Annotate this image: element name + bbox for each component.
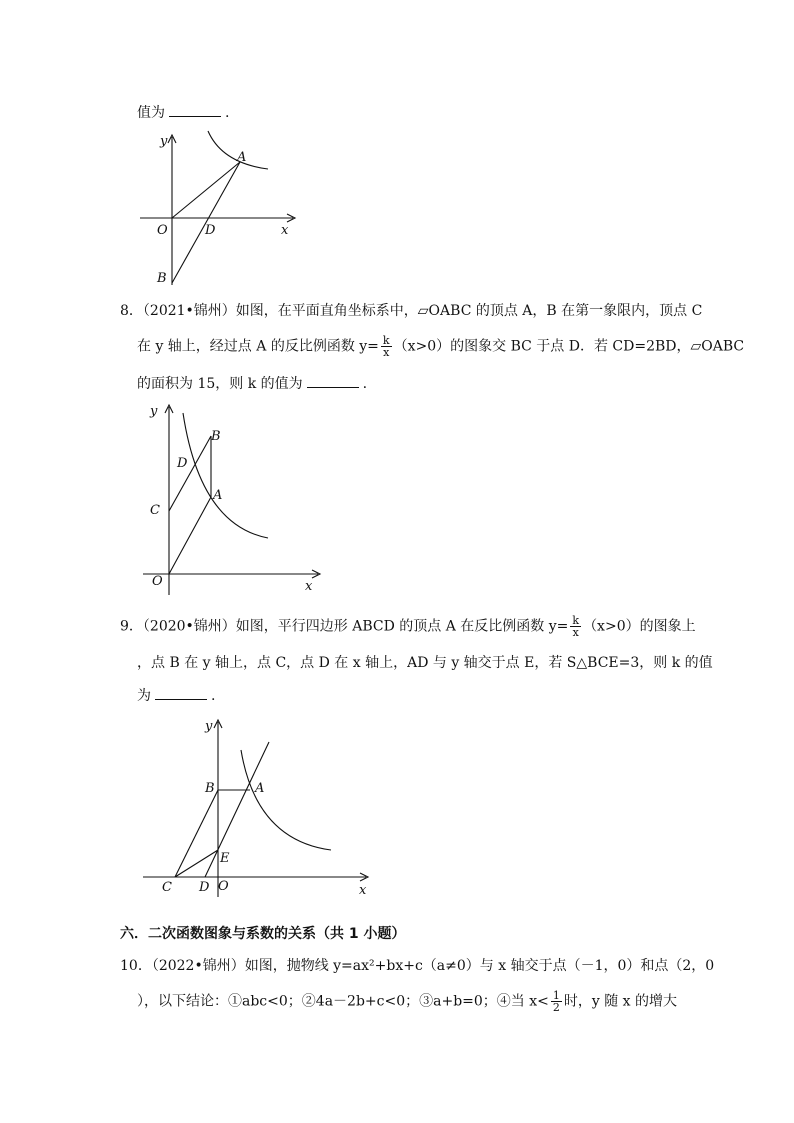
fig8-label-x: x — [305, 579, 313, 594]
q8-answer-blank — [307, 373, 359, 388]
fig9-label-e: E — [220, 851, 230, 866]
fig9-line-da-extended — [205, 742, 269, 877]
q8-frac-num: k — [382, 334, 390, 347]
fig8-label-c: C — [150, 503, 160, 518]
fig7-segment-oa — [172, 162, 240, 218]
fig8-label-o: O — [152, 574, 163, 589]
q8-line-3-a: 的面积为 15，则 k 的值为 — [137, 376, 303, 392]
q9-line-3-b: . — [211, 688, 216, 704]
fig7-label-y: y — [160, 134, 168, 149]
q8-line-3 — [137, 373, 367, 394]
fig8-label-d: D — [177, 456, 188, 471]
q9-line-3-a: 为 — [137, 688, 151, 704]
q7-tail-end: . — [225, 105, 230, 121]
q9-line-1 — [120, 615, 696, 638]
q7-tail-line — [137, 102, 229, 123]
figure-q7 — [130, 125, 310, 290]
fig9-label-b: B — [205, 781, 215, 796]
q9-line-3 — [137, 685, 215, 706]
section-6-title: 六．二次函数图象与系数的关系（共 1 小题） — [120, 926, 406, 942]
q10-line-2-b: 时，y 随 x 的增大 — [563, 993, 678, 1010]
q10-line-2-a: ），以下结论：①abc<0；②4a－2b+c<0；③a+b=0；④当 x< — [137, 993, 549, 1010]
figure-q8 — [138, 395, 328, 600]
q7-answer-blank — [169, 102, 221, 117]
fig9-label-d: D — [199, 880, 210, 895]
q9-frac-den: x — [572, 626, 579, 639]
q8-line-2 — [137, 335, 744, 358]
fig8-label-y: y — [150, 404, 158, 419]
q9-frac-num: k — [572, 614, 580, 627]
fig8-hyperbola — [183, 413, 268, 538]
q10-frac-den: 2 — [552, 1001, 560, 1014]
fig9-label-o: O — [218, 879, 229, 894]
fig7-label-a: A — [237, 150, 247, 165]
fig7-label-o: O — [157, 223, 168, 238]
fig7-label-d: D — [205, 223, 216, 238]
q8-line-1: 8．（2021•锦州）如图，在平面直角坐标系中，▱OABC 的顶点 A，B 在第一象限内，顶点 C — [120, 303, 703, 319]
q7-tail-text: 值为 — [137, 105, 165, 121]
q10-fraction — [551, 990, 562, 1013]
q8-fraction — [381, 335, 392, 358]
q9-line-1-b: （x>0）的图象上 — [583, 618, 696, 635]
fig9-label-y: y — [205, 719, 213, 734]
fig9-label-c: C — [162, 880, 172, 895]
q9-answer-blank — [155, 685, 207, 700]
q8-frac-den: x — [383, 346, 390, 359]
fig9-label-a: A — [255, 781, 265, 796]
q9-line-1-a: 9．（2020•锦州）如图，平行四边形 ABCD 的顶点 A 在反比例函数 y= — [120, 618, 569, 635]
fig7-label-b: B — [157, 271, 167, 286]
q8-line-2-b: （x>0）的图象交 BC 于点 D．若 CD=2BD，▱OABC — [393, 338, 745, 355]
q8-line-3-b: . — [362, 376, 368, 392]
figure-q9 — [138, 712, 378, 902]
fig9-label-x: x — [359, 883, 367, 898]
q8-line-2-a: 在 y 轴上，经过点 A 的反比例函数 y= — [137, 338, 379, 355]
q10-frac-num: 1 — [552, 989, 560, 1002]
q10-line-2 — [137, 990, 677, 1013]
fig8-label-a: A — [213, 488, 223, 503]
fig7-label-x: x — [281, 223, 289, 238]
fig9-hyperbola — [241, 750, 331, 850]
fig8-label-b: B — [211, 429, 221, 444]
q9-line-2: ，点 B 在 y 轴上，点 C，点 D 在 x 轴上，AD 与 y 轴交于点 E，若 S△BCE=3，则 k 的值 — [137, 655, 713, 671]
q10-line-1: 10．（2022•锦州）如图，抛物线 y=ax²+bx+c（a≠0）与 x 轴交于点（－1，0）和点（2，0 — [120, 958, 715, 974]
q9-fraction — [570, 615, 581, 638]
fig8-segment-oa — [169, 497, 211, 574]
